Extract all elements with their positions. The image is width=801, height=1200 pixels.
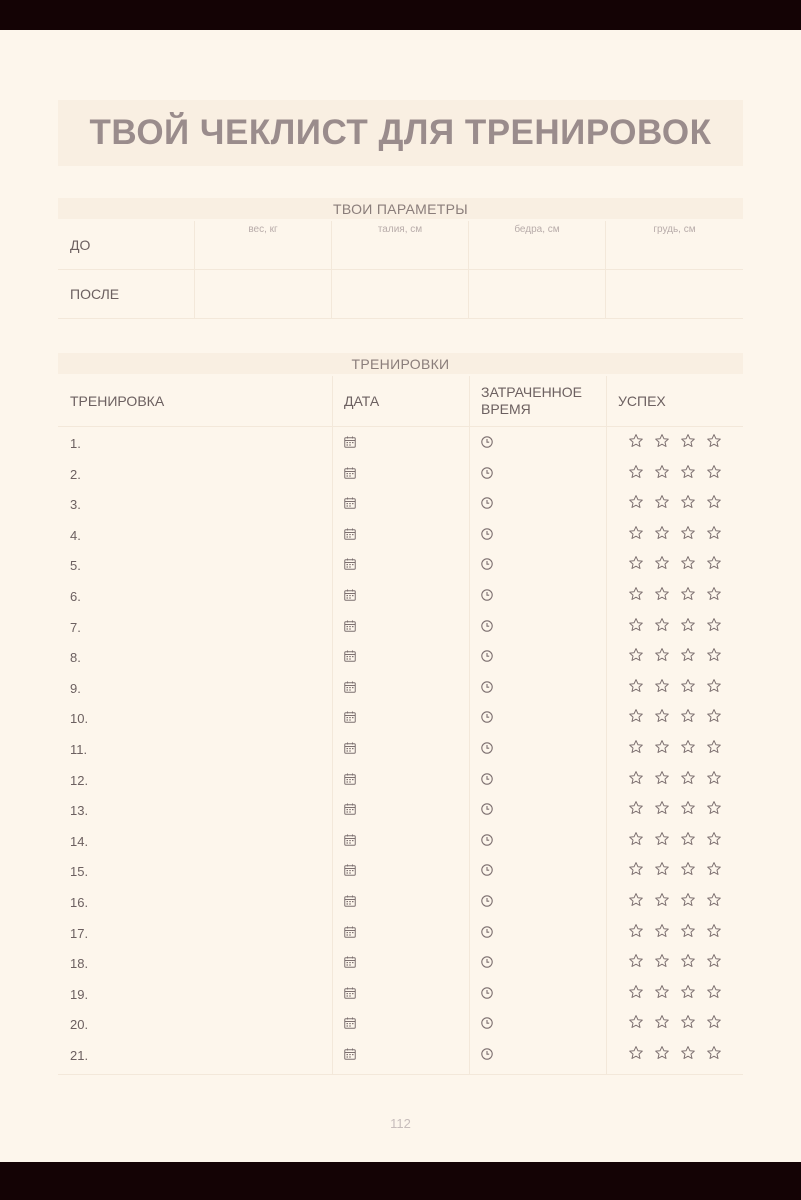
table-row	[58, 946, 743, 976]
row-number: 4.	[70, 527, 81, 543]
star-icon[interactable]	[680, 708, 696, 724]
success-rating	[628, 494, 722, 510]
workouts-heading: ТРЕНИРОВКИ	[58, 353, 743, 374]
star-icon[interactable]	[706, 800, 722, 816]
table-row	[58, 977, 743, 1007]
star-icon[interactable]	[654, 617, 670, 633]
star-icon[interactable]	[628, 464, 644, 480]
star-icon[interactable]	[706, 586, 722, 602]
star-icon[interactable]	[628, 1014, 644, 1030]
col-workout: ТРЕНИРОВКА	[70, 392, 165, 409]
star-icon[interactable]	[654, 984, 670, 1000]
star-icon[interactable]	[628, 861, 644, 877]
table-row	[58, 824, 743, 854]
workout-rows	[58, 426, 743, 1075]
table-row	[58, 732, 743, 762]
star-icon[interactable]	[680, 647, 696, 663]
clock-icon[interactable]	[481, 802, 493, 820]
success-rating	[628, 892, 722, 908]
star-icon[interactable]	[706, 525, 722, 541]
success-rating	[628, 1014, 722, 1030]
star-icon[interactable]	[654, 831, 670, 847]
star-icon[interactable]	[628, 892, 644, 908]
clock-icon[interactable]	[481, 772, 493, 790]
clock-icon[interactable]	[481, 741, 493, 759]
star-icon[interactable]	[706, 861, 722, 877]
table-row	[58, 793, 743, 823]
star-icon[interactable]	[654, 861, 670, 877]
params-row-label: ДО	[58, 221, 195, 270]
star-icon[interactable]	[654, 770, 670, 786]
clock-icon[interactable]	[481, 680, 493, 698]
star-icon[interactable]	[706, 617, 722, 633]
star-icon[interactable]	[654, 953, 670, 969]
star-icon[interactable]	[680, 1045, 696, 1061]
star-icon[interactable]	[680, 1014, 696, 1030]
calendar-icon[interactable]	[344, 649, 356, 667]
success-rating	[628, 1045, 722, 1061]
star-icon[interactable]	[628, 525, 644, 541]
table-row	[58, 548, 743, 578]
success-rating	[628, 861, 722, 877]
col-time-line2: ВРЕМЯ	[481, 401, 531, 417]
success-rating	[628, 678, 722, 694]
table-row	[58, 854, 743, 884]
clock-icon[interactable]	[481, 925, 493, 943]
star-icon[interactable]	[706, 708, 722, 724]
row-number: 17.	[70, 925, 89, 941]
unit-label: талия, см	[377, 224, 423, 235]
star-icon[interactable]	[680, 770, 696, 786]
success-rating	[628, 708, 722, 724]
row-number: 6.	[70, 589, 81, 604]
star-icon[interactable]	[706, 464, 722, 480]
star-icon[interactable]	[654, 433, 670, 449]
star-icon[interactable]	[628, 678, 644, 694]
star-icon[interactable]	[680, 831, 696, 847]
params-row-after	[58, 270, 743, 319]
star-icon[interactable]	[680, 953, 696, 969]
star-icon[interactable]	[706, 494, 722, 510]
star-icon[interactable]	[706, 770, 722, 786]
star-icon[interactable]	[706, 923, 722, 939]
hips-before-field[interactable]	[469, 221, 606, 270]
star-icon[interactable]	[706, 953, 722, 969]
calendar-icon[interactable]	[344, 680, 356, 698]
star-icon[interactable]	[628, 1045, 644, 1061]
success-rating	[628, 464, 722, 480]
clock-icon[interactable]	[481, 986, 493, 1004]
clock-icon[interactable]	[481, 833, 493, 851]
page-title: ТВОЙ ЧЕКЛИСТ ДЛЯ ТРЕНИРОВОК	[89, 113, 712, 152]
row-number: 7.	[70, 619, 81, 635]
row-number: 16.	[70, 895, 89, 910]
star-icon[interactable]	[706, 647, 722, 663]
row-number: 15.	[70, 864, 89, 880]
col-date: ДАТА	[344, 392, 380, 409]
star-icon[interactable]	[706, 555, 722, 571]
success-rating	[628, 831, 722, 847]
clock-icon[interactable]	[481, 955, 493, 973]
star-icon[interactable]	[628, 586, 644, 602]
col-time	[469, 376, 606, 426]
table-row	[58, 701, 743, 731]
star-icon[interactable]	[628, 923, 644, 939]
calendar-icon[interactable]	[344, 772, 356, 790]
star-icon[interactable]	[706, 739, 722, 755]
table-row	[58, 640, 743, 670]
success-rating	[628, 617, 722, 633]
unit-label: грудь, см	[653, 224, 696, 235]
clock-icon[interactable]	[481, 496, 493, 514]
calendar-icon[interactable]	[344, 466, 356, 484]
col-time-line1: ЗАТРАЧЕННОЕ	[481, 384, 583, 400]
success-rating	[628, 800, 722, 816]
success-rating	[628, 984, 722, 1000]
star-icon[interactable]	[706, 892, 722, 908]
row-number: 18.	[70, 956, 89, 972]
unit-label: вес, кг	[248, 224, 278, 235]
clock-icon[interactable]	[481, 435, 493, 453]
hips-after-field[interactable]	[469, 270, 606, 319]
star-icon[interactable]	[628, 984, 644, 1000]
table-row	[58, 426, 743, 456]
calendar-icon[interactable]	[344, 986, 356, 1004]
star-icon[interactable]	[654, 708, 670, 724]
star-icon[interactable]	[680, 586, 696, 602]
star-icon[interactable]	[654, 647, 670, 663]
calendar-icon[interactable]	[344, 894, 356, 912]
star-icon[interactable]	[628, 953, 644, 969]
params-heading: ТВОИ ПАРАМЕТРЫ	[58, 198, 743, 219]
row-number: 8.	[70, 650, 81, 666]
calendar-icon[interactable]	[344, 863, 356, 881]
table-row	[58, 487, 743, 517]
row-number: 9.	[70, 680, 81, 696]
star-icon[interactable]	[654, 494, 670, 510]
table-row	[58, 610, 743, 640]
table-row	[58, 1007, 743, 1037]
clock-icon[interactable]	[481, 557, 493, 575]
row-number: 10.	[70, 711, 89, 727]
star-icon[interactable]	[654, 586, 670, 602]
star-icon[interactable]	[628, 555, 644, 571]
table-row	[58, 885, 743, 915]
waist-before-field[interactable]	[332, 221, 469, 270]
row-number: 20.	[70, 1017, 89, 1033]
params-table	[58, 221, 743, 319]
star-icon[interactable]	[654, 555, 670, 571]
star-icon[interactable]	[654, 892, 670, 908]
calendar-icon[interactable]	[344, 496, 356, 514]
calendar-icon[interactable]	[344, 527, 356, 545]
col-success: УСПЕХ	[618, 392, 666, 409]
star-icon[interactable]	[680, 525, 696, 541]
star-icon[interactable]	[680, 617, 696, 633]
calendar-icon[interactable]	[344, 619, 356, 637]
success-rating	[628, 525, 722, 541]
star-icon[interactable]	[680, 494, 696, 510]
star-icon[interactable]	[680, 739, 696, 755]
table-row	[58, 1038, 743, 1068]
star-icon[interactable]	[654, 739, 670, 755]
row-number: 1.	[70, 436, 81, 451]
calendar-icon[interactable]	[344, 1047, 356, 1065]
star-icon[interactable]	[628, 739, 644, 755]
clock-icon[interactable]	[481, 527, 493, 545]
star-icon[interactable]	[680, 861, 696, 877]
success-rating	[628, 555, 722, 571]
success-rating	[628, 770, 722, 786]
star-icon[interactable]	[706, 678, 722, 694]
table-row	[58, 457, 743, 487]
success-rating	[628, 647, 722, 663]
star-icon[interactable]	[706, 1014, 722, 1030]
star-icon[interactable]	[680, 892, 696, 908]
star-icon[interactable]	[654, 923, 670, 939]
row-number: 14.	[70, 833, 89, 849]
star-icon[interactable]	[654, 525, 670, 541]
success-rating	[628, 923, 722, 939]
clock-icon[interactable]	[481, 588, 493, 606]
row-number: 5.	[70, 558, 81, 574]
weight-before-field[interactable]	[195, 221, 332, 270]
table-row	[58, 671, 743, 701]
star-icon[interactable]	[654, 800, 670, 816]
table-row	[58, 579, 743, 609]
star-icon[interactable]	[706, 1045, 722, 1061]
page-number: 112	[390, 1116, 411, 1131]
star-icon[interactable]	[680, 433, 696, 449]
calendar-icon[interactable]	[344, 802, 356, 820]
calendar-icon[interactable]	[344, 833, 356, 851]
star-icon[interactable]	[628, 494, 644, 510]
star-icon[interactable]	[654, 1045, 670, 1061]
clock-icon[interactable]	[481, 466, 493, 484]
star-icon[interactable]	[680, 923, 696, 939]
star-icon[interactable]	[680, 800, 696, 816]
star-icon[interactable]	[628, 708, 644, 724]
calendar-icon[interactable]	[344, 955, 356, 973]
star-icon[interactable]	[654, 464, 670, 480]
clock-icon[interactable]	[481, 1016, 493, 1034]
chest-after-field[interactable]	[606, 270, 743, 319]
calendar-icon[interactable]	[344, 1016, 356, 1034]
calendar-icon[interactable]	[344, 588, 356, 606]
checklist-page	[0, 30, 801, 1162]
clock-icon[interactable]	[481, 863, 493, 881]
row-number: 21.	[70, 1048, 89, 1063]
success-rating	[628, 739, 722, 755]
calendar-icon[interactable]	[344, 741, 356, 759]
workouts-header	[58, 376, 743, 427]
row-number: 11.	[70, 742, 88, 757]
chest-before-field[interactable]	[606, 221, 743, 270]
table-row	[58, 518, 743, 548]
params-row-before	[58, 221, 743, 270]
success-rating	[628, 953, 722, 969]
calendar-icon[interactable]	[344, 710, 356, 728]
star-icon[interactable]	[680, 678, 696, 694]
star-icon[interactable]	[706, 433, 722, 449]
row-number: 12.	[70, 772, 89, 788]
clock-icon[interactable]	[481, 649, 493, 667]
calendar-icon[interactable]	[344, 435, 356, 453]
unit-label: бедра, см	[514, 224, 560, 235]
star-icon[interactable]	[654, 1014, 670, 1030]
clock-icon[interactable]	[481, 1047, 493, 1065]
star-icon[interactable]	[680, 984, 696, 1000]
star-icon[interactable]	[628, 433, 644, 449]
star-icon[interactable]	[706, 984, 722, 1000]
success-rating	[628, 433, 722, 449]
star-icon[interactable]	[628, 831, 644, 847]
clock-icon[interactable]	[481, 619, 493, 637]
table-row	[58, 763, 743, 793]
calendar-icon[interactable]	[344, 925, 356, 943]
calendar-icon[interactable]	[344, 557, 356, 575]
star-icon[interactable]	[680, 464, 696, 480]
table-row	[58, 916, 743, 946]
waist-after-field[interactable]	[332, 270, 469, 319]
title-band	[58, 100, 743, 166]
clock-icon[interactable]	[481, 710, 493, 728]
star-icon[interactable]	[628, 617, 644, 633]
params-row-label: ПОСЛЕ	[58, 270, 195, 319]
row-number: 13.	[70, 803, 89, 819]
star-icon[interactable]	[628, 647, 644, 663]
star-icon[interactable]	[628, 770, 644, 786]
row-number: 2.	[70, 466, 81, 482]
row-number: 19.	[70, 986, 89, 1002]
star-icon[interactable]	[706, 831, 722, 847]
clock-icon[interactable]	[481, 894, 493, 912]
star-icon[interactable]	[628, 800, 644, 816]
star-icon[interactable]	[654, 678, 670, 694]
star-icon[interactable]	[680, 555, 696, 571]
row-number: 3.	[70, 497, 81, 513]
success-rating	[628, 586, 722, 602]
weight-after-field[interactable]	[195, 270, 332, 319]
